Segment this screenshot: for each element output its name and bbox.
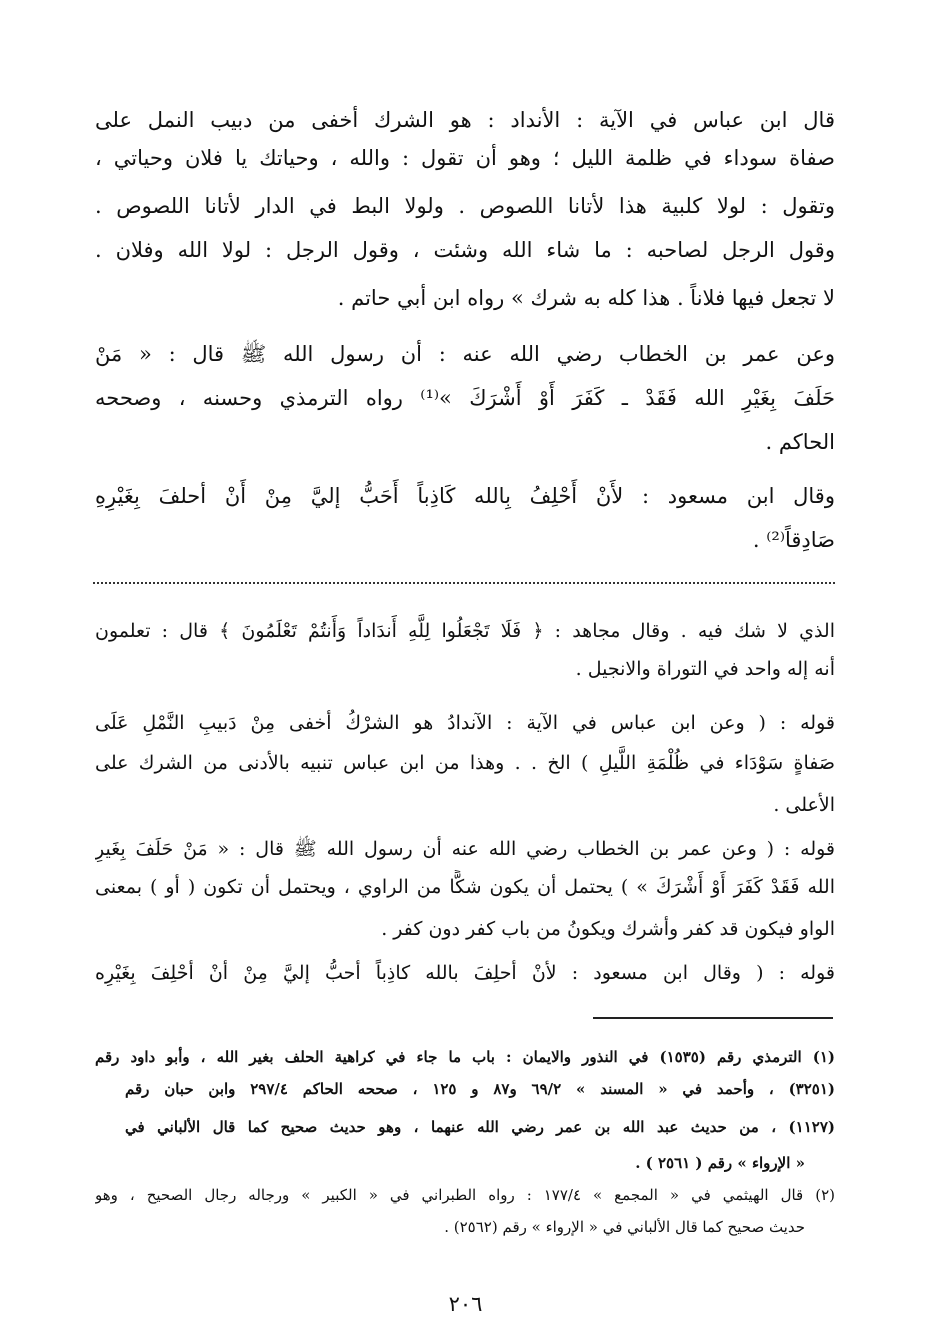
commentary-line: الأعلى . (773, 794, 835, 816)
main-line: وعن عمر بن الخطاب رضي الله عنه : أن رسول الله ﷺ قال : « مَنْ (95, 342, 835, 366)
footnote-line: (١) الترمذي رقم (١٥٣٥) في النذور والايمان : باب ما جاء في كراهية الحلف بغير الله ، وأبو داود رقم (95, 1048, 835, 1066)
commentary-line: الله فَقَدْ كَفَرَ أَوْ أَشْرَكَ » ) يحتمل أن يكون شكًّا من الراوي ، ويحتمل أن تكون ( أو ) بمعنى (95, 876, 835, 898)
main-line: وتقول : لولا كلبية هذا لأتانا اللصوص . ولولا البط في الدار لأتانا اللصوص . (95, 194, 835, 218)
footnote-line: (١١٢٧) ، من حديث عبد الله بن عمر رضي الله عنهما ، وهو حديث صحيح كما قال الألباني في (125, 1118, 835, 1136)
main-line: وقال ابن مسعود : لأَنْ أَحْلِفُ بِالله كَاذِباً أَحَبُّ إليَّ مِنْ أَنْ أحلفَ بِغَيْرِهِ (95, 484, 835, 508)
commentary-line: قوله : ( وعن عمر بن الخطاب رضي الله عنه أن رسول الله ﷺ قال : « مَنْ حَلَفَ بِغَيرِ (95, 838, 835, 860)
main-line: صفاة سوداء في ظلمة الليل ؛ وهو أن تقول : والله ، وحياتك يا فلان وحياتي ، (95, 146, 835, 170)
main-line: الحاكم . (765, 430, 835, 454)
footnote-line: (٣٢٥١) ، وأحمد في « المسند » ٦٩/٢ و٨٧ و ١٢٥ ، صححه الحاكم ٢٩٧/٤ وابن حبان رقم (125, 1080, 835, 1098)
main-line: وقول الرجل لصاحبه : ما شاء الله وشئت ، وقول الرجل : لولا الله وفلان . (95, 238, 835, 262)
footnote-line: « الإرواء » رقم ( ٢٥٦١ ) . (635, 1154, 805, 1172)
footnote-line: حديث صحيح كما قال الألباني في « الإرواء » رقم (٢٥٦٢) . (444, 1218, 805, 1236)
main-line: لا تجعل فيها فلاناً . هذا كله به شرك » رواه ابن أبي حاتم . (337, 286, 835, 310)
commentary-line: صَفاةٍ سَوْدَاء في ظُلْمَةِ اللَّيلِ ) الخ . . وهذا من ابن عباس تنبيه بالأدنى من الشرك على (95, 752, 835, 774)
main-line: قال ابن عباس في الآية : الأنداد : هو الشرك أخفى من دبيب النمل على (95, 108, 835, 132)
footnotes (95, 0, 835, 1260)
commentary-line: قوله : ( وقال ابن مسعود : لأنْ أحلِفَ بالله كاذِباً أحبُّ إليَّ مِنْ أنْ أحْلِفَ بِغَيْرِه (95, 962, 835, 984)
main-line: صَادِقاً⁽²⁾ . (752, 528, 835, 552)
page-number: ٢٠٦ (448, 1292, 483, 1316)
main-line: حَلَفَ بِغَيْرِ الله فَقَدْ ـ كَفَرَ أَوْ أَشْرَكَ »⁽¹⁾ رواه الترمذي وحسنه ، وصححه (95, 386, 835, 410)
commentary-line: أنه إله واحد في التوراة والانجيل . (575, 658, 835, 680)
commentary-line: الواو فيكون قد كفر وأشرك ويكونُ من باب كفر دون كفر . (381, 918, 835, 940)
footnote-line: (٢) قال الهيثمي في « المجمع » ١٧٧/٤ : رواه الطبراني في « الكبير » ورجاله رجال الصحيح ، وهو (95, 1186, 835, 1204)
commentary-line: الذي لا شك فيه . وقال مجاهد : ﴿ فَلَا تَجْعَلُوا لِلَّهِ أَندَاداً وَأَنتُمْ تَعْلَمُونَ ﴾ قال : تعلمون (95, 620, 835, 642)
commentary-line: قوله : ( وعن ابن عباس في الآية : الآندادُ هو الشرْكُ أخفى مِنْ دَبيبِ النَّمْلِ عَلَى (95, 712, 835, 734)
